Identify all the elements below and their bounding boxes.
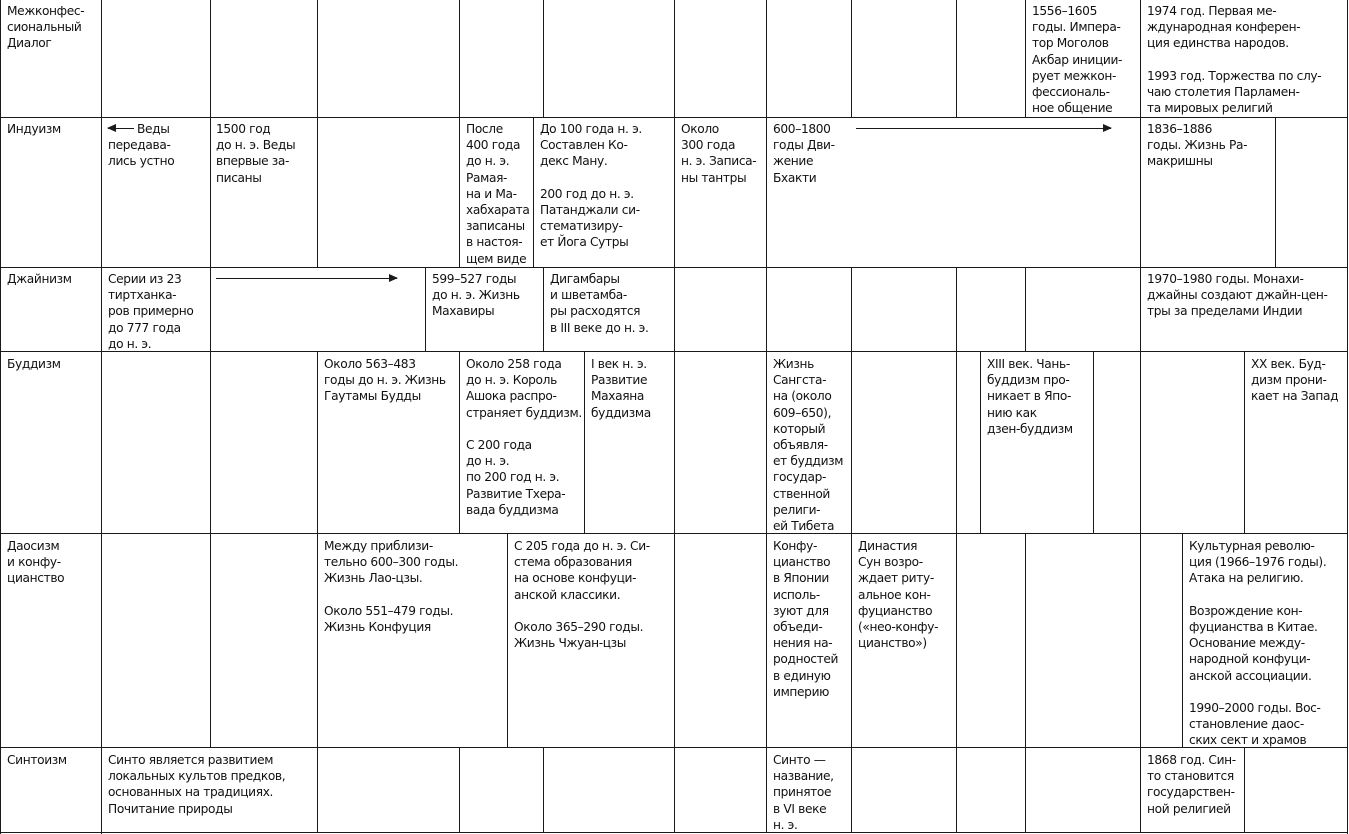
- cell-akbar: 1556–1605 годы. Импера- тор Моголов Акбар иниции- рует межкон- фессиональ- ное общение: [1032, 4, 1123, 116]
- cell-divider: [674, 117, 675, 267]
- cell-divider: [674, 351, 675, 533]
- cell-ramakrishna: 1836–1886 годы. Жизнь Ра- макришны: [1147, 122, 1248, 169]
- cell-epics: После 400 года до н. э. Рамая- на и Ма- хабхарата записаны в настоя- щем виде: [466, 122, 530, 266]
- row-label-shinto: Синтоизм: [7, 753, 67, 767]
- cell-divider: [1244, 747, 1245, 833]
- cell-divider: [317, 117, 318, 267]
- cell-divider: [1140, 533, 1141, 747]
- cell-divider: [1025, 267, 1026, 351]
- row-label-hinduism: Индуизм: [7, 122, 61, 136]
- cell-divider: [1275, 117, 1276, 267]
- cell-mahayana: I век н. э. Развитие Махаяна буддизма: [591, 357, 651, 420]
- cell-tantras: Около 300 года н. э. Записа- ны тантры: [681, 122, 757, 185]
- cell-divider: [543, 267, 544, 351]
- cell-divider: [317, 533, 318, 747]
- cell-divider: [1140, 117, 1141, 267]
- cell-divider: [507, 533, 508, 747]
- cell-tirthankaras: Серии из 23 тиртханка- ров примерно до 777 года до н. э.: [108, 272, 194, 351]
- cell-divider: [543, 0, 544, 117]
- cell-divider: [1025, 747, 1026, 833]
- arrow-right-icon: [216, 278, 397, 279]
- cell-divider: [425, 267, 426, 351]
- cell-divider: [1025, 0, 1026, 117]
- cell-ashoka: Около 258 года до н. э. Король Ашока распро- страняет буддизм. С 200 года до н. э. по 200 год н. э. Развитие Тхера- вада буддизма: [466, 357, 582, 517]
- cell-divider: [766, 533, 767, 747]
- cell-divider: [459, 351, 460, 533]
- cell-divider: [674, 533, 675, 747]
- table-border-left: [0, 0, 1, 834]
- cell-interfaith-modern: 1974 год. Первая ме- ждународная конферен- ция единства народов. 1993 год. Торжества по слу- чаю столетия Парламен- та мировых религий: [1147, 4, 1322, 116]
- cell-divider: [851, 267, 852, 351]
- cell-divider: [1093, 351, 1094, 533]
- cell-jain-monks: 1970–1980 годы. Монахи- джайны создают джайн-цен- тры за пределами Индии: [1147, 272, 1328, 319]
- cell-mahavira: 599–527 годы до н. э. Жизнь Махавиры: [432, 272, 520, 319]
- cell-divider: [956, 351, 957, 533]
- cell-vedas-oral: Веды передава- лись устно: [108, 122, 175, 169]
- cell-divider: [851, 351, 852, 533]
- cell-divider: [543, 747, 544, 833]
- cell-tibet: Жизнь Сангста- на (около 609–650), который объявля- ет буддизм государ- ственной религи- ей Тибета: [773, 357, 844, 534]
- cell-divider: [317, 351, 318, 533]
- cell-divider: [1025, 533, 1026, 747]
- cell-divider: [210, 533, 211, 747]
- cell-bhakti: 600–1800 годы Дви- жение Бхакти: [773, 122, 835, 185]
- cell-divider: [533, 117, 534, 267]
- cell-divider: [851, 747, 852, 833]
- cell-divider: [956, 0, 957, 117]
- cell-divider: [1140, 351, 1141, 533]
- cell-divider: [1182, 533, 1183, 747]
- label-column-divider: [101, 0, 102, 834]
- cell-cultural-revolution: Культурная револю- ция (1966–1976 годы). Атака на религию. Возрождение кон- фуцианства в Китае. Основание между- народной конфуци- анской ассоциации. 1990–2000 годы. Вос- становление даос- ских сект и храмов: [1189, 539, 1327, 748]
- cell-divider: [851, 533, 852, 747]
- cell-divider: [674, 267, 675, 351]
- cell-laozi-confucius: Между приблизи- тельно 600–300 годы. Жизнь Лао-цзы. Около 551–479 годы. Жизнь Конфуция: [324, 539, 459, 635]
- cell-divider: [1140, 747, 1141, 833]
- cell-chan-zen: XIII век. Чань- буддизм про- никает в Япо- нию как дзен-буддизм: [987, 357, 1073, 436]
- cell-divider: [766, 351, 767, 533]
- cell-divider: [956, 747, 957, 833]
- cell-divider: [459, 0, 460, 117]
- cell-divider: [1140, 0, 1141, 117]
- cell-divider: [1140, 267, 1141, 351]
- cell-divider: [766, 117, 767, 267]
- cell-shinto-name: Синто — название, принятое в VI веке н. э.: [773, 753, 834, 832]
- cell-divider: [766, 0, 767, 117]
- cell-confucian-education: С 205 года до н. э. Си- стема образования на основе конфуци- анской классики. Около 365–290 годы. Жизнь Чжуан-цзы: [514, 539, 650, 651]
- cell-divider: [851, 0, 852, 117]
- cell-buddhism-west: XX век. Буд- дизм прони- кает на Запад: [1251, 357, 1339, 404]
- row-label-daoism: Даосизм и конфу- цианство: [7, 539, 65, 586]
- cell-divider: [210, 267, 211, 351]
- cell-divider: [674, 747, 675, 833]
- cell-divider: [980, 351, 981, 533]
- table-border-right: [1347, 0, 1348, 834]
- cell-divider: [317, 747, 318, 833]
- row-label-interfaith: Межконфес- сиональный Диалог: [7, 4, 85, 51]
- cell-divider: [459, 117, 460, 267]
- cell-song-dynasty: Династия Сун возро- ждает риту- альное кон- фуцианство («нео-конфу- цианство»): [858, 539, 939, 651]
- cell-divider: [210, 117, 211, 267]
- cell-confucianism-japan: Конфу- цианство в Японии исполь- зуют для объеди- нения на- родностей в единую империю: [773, 539, 839, 699]
- cell-vedas-written: 1500 год до н. э. Веды впервые за- писаны: [216, 122, 296, 185]
- cell-divider: [674, 0, 675, 117]
- cell-gautama: Около 563–483 годы до н. э. Жизнь Гаутамы Будды: [324, 357, 446, 404]
- cell-divider: [210, 351, 211, 533]
- row-label-buddhism: Буддизм: [7, 357, 61, 371]
- cell-divider: [584, 351, 585, 533]
- cell-divider: [766, 267, 767, 351]
- cell-shinto-state: 1868 год. Син- то становится государствен- ной религией: [1147, 753, 1236, 816]
- arrow-right-icon: [856, 128, 1111, 129]
- cell-divider: [1244, 351, 1245, 533]
- cell-divider: [459, 747, 460, 833]
- row-label-jainism: Джайнизм: [7, 272, 72, 286]
- cell-manu: До 100 года н. э. Составлен Ко- декс Ману. 200 год до н. э. Патанджали си- стематизиру- ет Йога Сутры: [540, 122, 642, 250]
- cell-divider: [956, 533, 957, 747]
- cell-divider: [766, 747, 767, 833]
- cell-divider: [956, 267, 957, 351]
- cell-shinto-origins: Синто является развитием локальных культов предков, основанных на традициях. Почитание природы: [108, 753, 286, 816]
- cell-divider: [317, 0, 318, 117]
- cell-divider: [210, 0, 211, 117]
- cell-digambara-split: Дигамбары и шветамба- ры расходятся в III веке до н. э.: [550, 272, 649, 335]
